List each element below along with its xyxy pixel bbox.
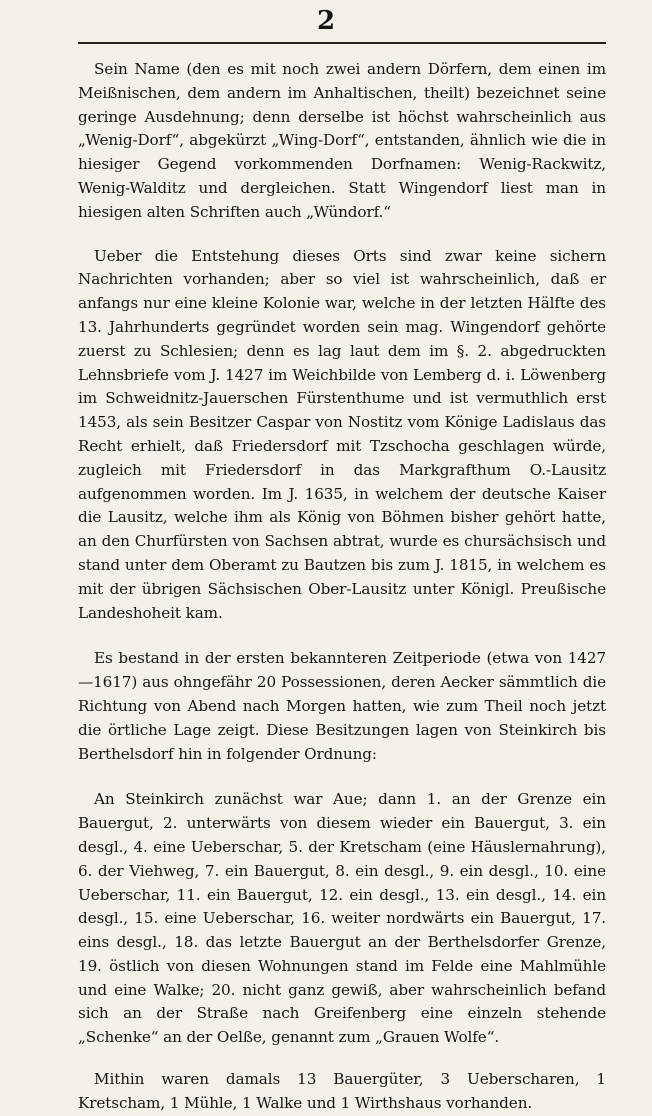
header-rule [78,42,606,44]
paragraph-name-origin: Sein Name (den es mit noch zwei andern Dörfern, dem einen im Meißnischen, dem andern im Anhaltischen, theilt) bezeichnet seine geringe Ausdehnung; denn derselbe ist höchst wahrscheinlich aus „Wenig-Dorf“, abgekürzt „Wing-Dorf“, entstanden, ähnlich wie die in hiesiger Gegend vorkommenden Dorfnamen: Wenig-Rackwitz, Wenig-Walditz und dergleichen. Statt Wingendorf liest man in hiesigen alten Schriften auch „Wündorf.“ [78,60,606,221]
page-body [78,58,606,1116]
page-number: 2 [316,6,336,36]
paragraph-history: Ueber die Entstehung dieses Orts sind zwar keine sichern Nachrichten vorhanden; aber so viel ist wahrscheinlich, daß er anfangs nur eine kleine Kolonie war, welche in der letzten Hälfte des 13. Jahrhunderts gegründet worden sein mag. Wingendorf gehörte zuerst zu Schlesien; denn es lag laut dem im §. 2. abgedruckten Lehnsbriefe vom J. 1427 im Weichbilde von Lemberg d. i. Löwenberg im Schweidnitz-Jauerschen Fürstenthume und ist vermuthlich erst 1453, als sein Besitzer Caspar von Nostitz vom Könige Ladislaus das Recht erhielt, daß Friedersdorf mit Tzschocha geschlagen würde, zugleich mit Friedersdorf in das Markgrafthum O.-Lausitz aufgenommen worden. Im J. 1635, in welchem der deutsche Kaiser die Lausitz, welche ihm als König von Böhmen bisher gehört hatte, an den Churfürsten von Sachsen abtrat, wurde es chursächsisch und stand unter dem Oberamt zu Bautzen bis zum J. 1815, in welchem es mit der übrigen Sächsischen Ober-Lausitz unter Königl. Preußische Landeshoheit kam. [78,246,606,622]
paragraph-possessions: Es bestand in der ersten bekannteren Zeitperiode (etwa von 1427—1617) aus ohngefähr 20 Possessionen, deren Aecker sämmtlich die Richtung von Abend nach Morgen hatten, wie zum Theil noch jetzt die örtliche Lage zeigt. Diese Besitzungen lagen von Steinkirch bis Berthelsdorf hin in folgender Ordnung: [78,649,606,763]
paragraph-order-list: An Steinkirch zunächst war Aue; dann 1. an der Grenze ein Bauergut, 2. unterwärts von diesem wieder ein Bauergut, 3. ein desgl., 4. eine Ueberschar, 5. der Kretscham (eine Häuslernahrung), 6. der Viehweg, 7. ein Bauergut, 8. ein desgl., 9. ein desgl., 10. eine Ueberschar, 11. ein Bauergut, 12. ein desgl., 13. ein desgl., 14. ein desgl., 15. eine Ueberschar, 16. weiter nordwärts ein Bauergut, 17. eins desgl., 18. das letzte Bauergut an der Berthelsdorfer Grenze, 19. östlich von diesen Wohnungen stand im Felde eine Mahlmühle und eine Walke; 20. nicht ganz gewiß, aber wahrscheinlich befand sich an der Straße nach Greifenberg eine einzeln stehende „Schenke“ an der Oelße, genannt zum „Grauen Wolfe“. [78,790,606,1047]
paragraph-summary: Mithin waren damals 13 Bauergüter, 3 Ueberscharen, 1 Kretscham, 1 Mühle, 1 Walke und 1 Wirthshaus vorhanden. [78,1070,606,1112]
